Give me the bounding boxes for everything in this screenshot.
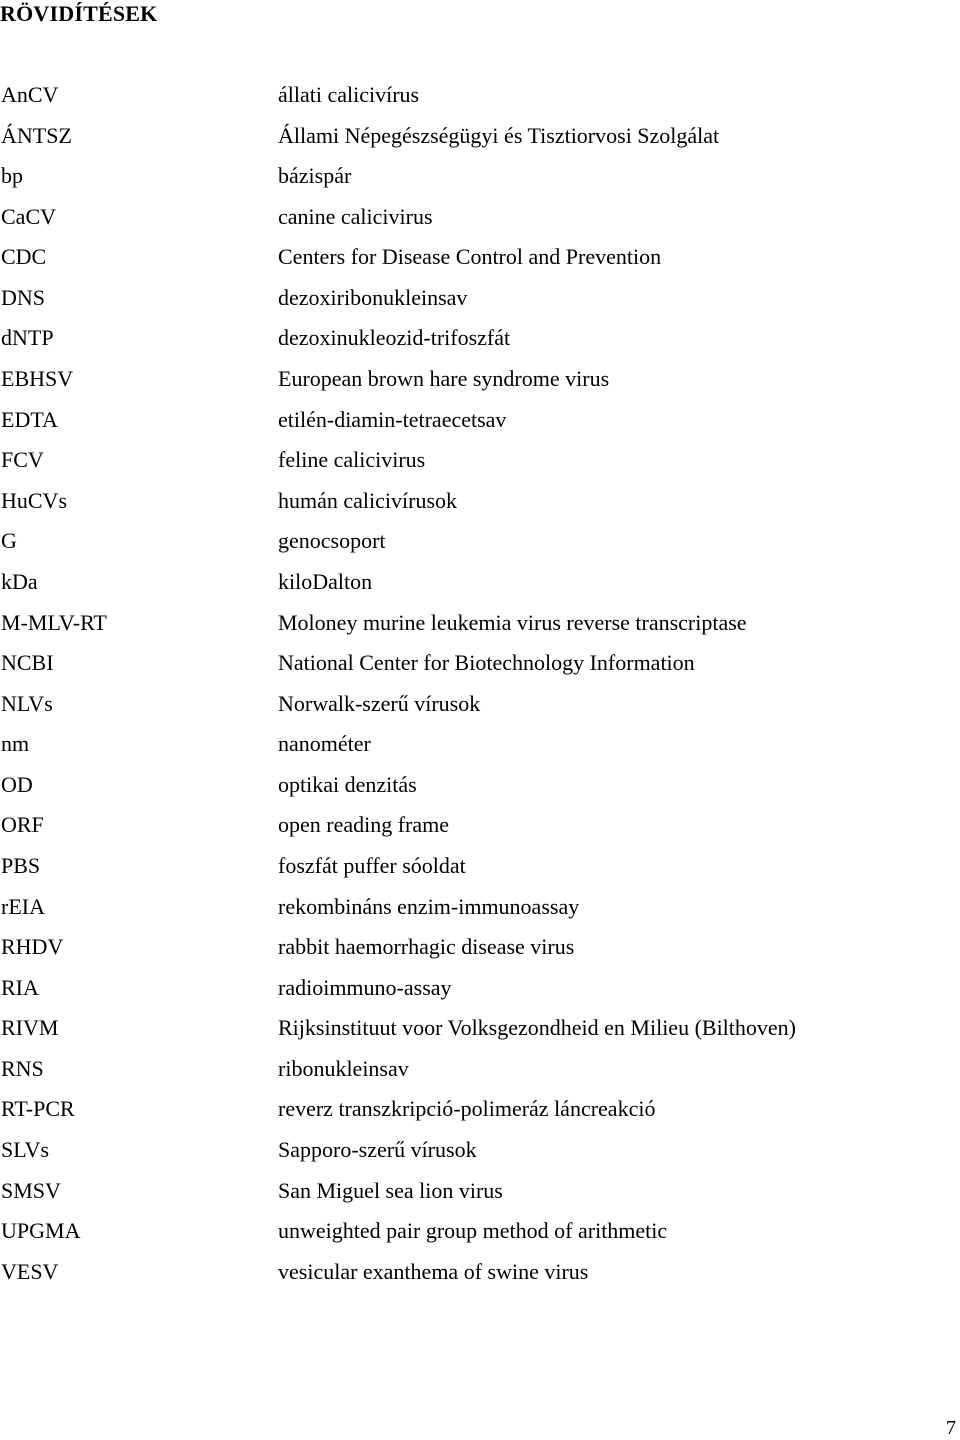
list-item (0, 603, 960, 644)
abbreviation-meaning: vesicular exanthema of swine virus (278, 1258, 589, 1284)
abbreviation-meaning: állati calicivírus (278, 82, 420, 107)
abbreviation-list (0, 75, 960, 1292)
list-item (0, 643, 960, 684)
abbreviation: kDa (1, 568, 38, 594)
list-item (0, 75, 960, 116)
abbreviation-meaning: European brown hare syndrome virus (278, 366, 610, 392)
abbreviation-meaning: feline calicivirus (278, 447, 426, 473)
abbreviation-meaning: Moloney murine leukemia virus reverse transcriptase (278, 609, 747, 635)
abbreviation-meaning: Állami Népegészségügyi és Tisztiorvosi Szolgálat (278, 122, 720, 148)
abbreviation: PBS (1, 852, 41, 878)
list-item (0, 1171, 960, 1212)
abbreviation-meaning: humán calicivírusok (278, 487, 458, 513)
list-item (0, 237, 960, 278)
abbreviation-meaning: San Miguel sea lion virus (278, 1177, 503, 1203)
list-item (0, 846, 960, 887)
abbreviation: RT-PCR (1, 1096, 75, 1122)
abbreviation: SMSV (1, 1177, 61, 1203)
abbreviation: OD (1, 771, 33, 797)
list-item (0, 440, 960, 481)
abbreviation: RNS (1, 1055, 44, 1081)
list-item (0, 805, 960, 846)
abbreviation: EDTA (1, 406, 58, 432)
page-title: RÖVIDÍTÉSEK (0, 1, 158, 26)
list-item (0, 359, 960, 400)
abbreviation: VESV (1, 1258, 59, 1284)
abbreviation-meaning: Norwalk-szerű vírusok (278, 690, 481, 716)
abbreviation-meaning: Rijksinstituut voor Volksgezondheid en Milieu (Bilthoven) (278, 1015, 796, 1041)
abbreviation: AnCV (1, 82, 59, 107)
list-item (0, 562, 960, 603)
list-item (0, 1089, 960, 1130)
abbreviation-meaning: radioimmuno-assay (278, 974, 452, 1000)
abbreviation: CaCV (1, 203, 56, 229)
abbreviation-meaning: canine calicivirus (278, 203, 433, 229)
abbreviation: dNTP (1, 325, 54, 351)
abbreviation-meaning: genocsoport (278, 528, 386, 554)
abbreviation-meaning: dezoxiribonukleinsav (278, 284, 468, 310)
abbreviation: RHDV (1, 934, 64, 960)
abbreviation: rEIA (1, 893, 45, 919)
list-item (0, 521, 960, 562)
abbreviation: nm (1, 731, 30, 757)
abbreviation-meaning: rabbit haemorrhagic disease virus (278, 934, 575, 960)
abbreviation: RIA (1, 974, 39, 1000)
abbreviation-meaning: reverz transzkripció-polimeráz láncreakció (278, 1096, 656, 1122)
abbreviation: bp (1, 163, 23, 189)
list-item (0, 197, 960, 238)
list-item (0, 684, 960, 725)
abbreviation: UPGMA (1, 1218, 81, 1244)
abbreviation-meaning: bázispár (278, 163, 352, 189)
list-item (0, 724, 960, 765)
abbreviation: HuCVs (1, 487, 68, 513)
list-item (0, 1252, 960, 1293)
abbreviation-meaning: etilén-diamin-tetraecetsav (278, 406, 507, 432)
list-item (0, 887, 960, 928)
abbreviation-meaning: Centers for Disease Control and Prevention (278, 244, 662, 270)
abbreviation: G (1, 528, 17, 554)
abbreviation-meaning: kiloDalton (278, 568, 373, 594)
abbreviation-meaning: rekombináns enzim-immunoassay (278, 893, 580, 919)
abbreviation: NLVs (1, 690, 53, 716)
list-item (0, 1130, 960, 1171)
abbreviation: ORF (1, 812, 44, 838)
abbreviation-meaning: open reading frame (278, 812, 450, 838)
abbreviation: ÁNTSZ (1, 122, 72, 148)
list-item (0, 1211, 960, 1252)
abbreviation-meaning: dezoxinukleozid-trifoszfát (278, 325, 511, 351)
list-item (0, 481, 960, 522)
abbreviation: FCV (1, 447, 44, 473)
abbreviation-meaning: ribonukleinsav (278, 1055, 409, 1081)
abbreviation-meaning: unweighted pair group method of arithmetic (278, 1218, 668, 1244)
list-item (0, 318, 960, 359)
abbreviation: DNS (1, 284, 46, 310)
list-item (0, 116, 960, 157)
abbreviation: EBHSV (1, 366, 74, 392)
list-item (0, 765, 960, 806)
abbreviation-meaning: Sapporo-szerű vírusok (278, 1137, 477, 1163)
abbreviation-meaning: foszfát puffer sóoldat (278, 852, 466, 878)
list-item (0, 1008, 960, 1049)
abbreviation-meaning: optikai denzitás (278, 771, 417, 797)
list-item (0, 1049, 960, 1090)
page-number: 7 (946, 1417, 956, 1439)
abbreviation: NCBI (1, 650, 54, 676)
abbreviation-meaning: nanométer (278, 731, 371, 757)
abbreviation-meaning: National Center for Biotechnology Information (278, 650, 695, 676)
abbreviation: SLVs (1, 1137, 50, 1163)
list-item (0, 927, 960, 968)
list-item (0, 400, 960, 441)
abbreviation: CDC (1, 244, 47, 270)
list-item (0, 278, 960, 319)
list-item (0, 156, 960, 197)
abbreviation: M-MLV-RT (1, 609, 107, 635)
list-item (0, 968, 960, 1009)
abbreviation: RIVM (1, 1015, 59, 1041)
